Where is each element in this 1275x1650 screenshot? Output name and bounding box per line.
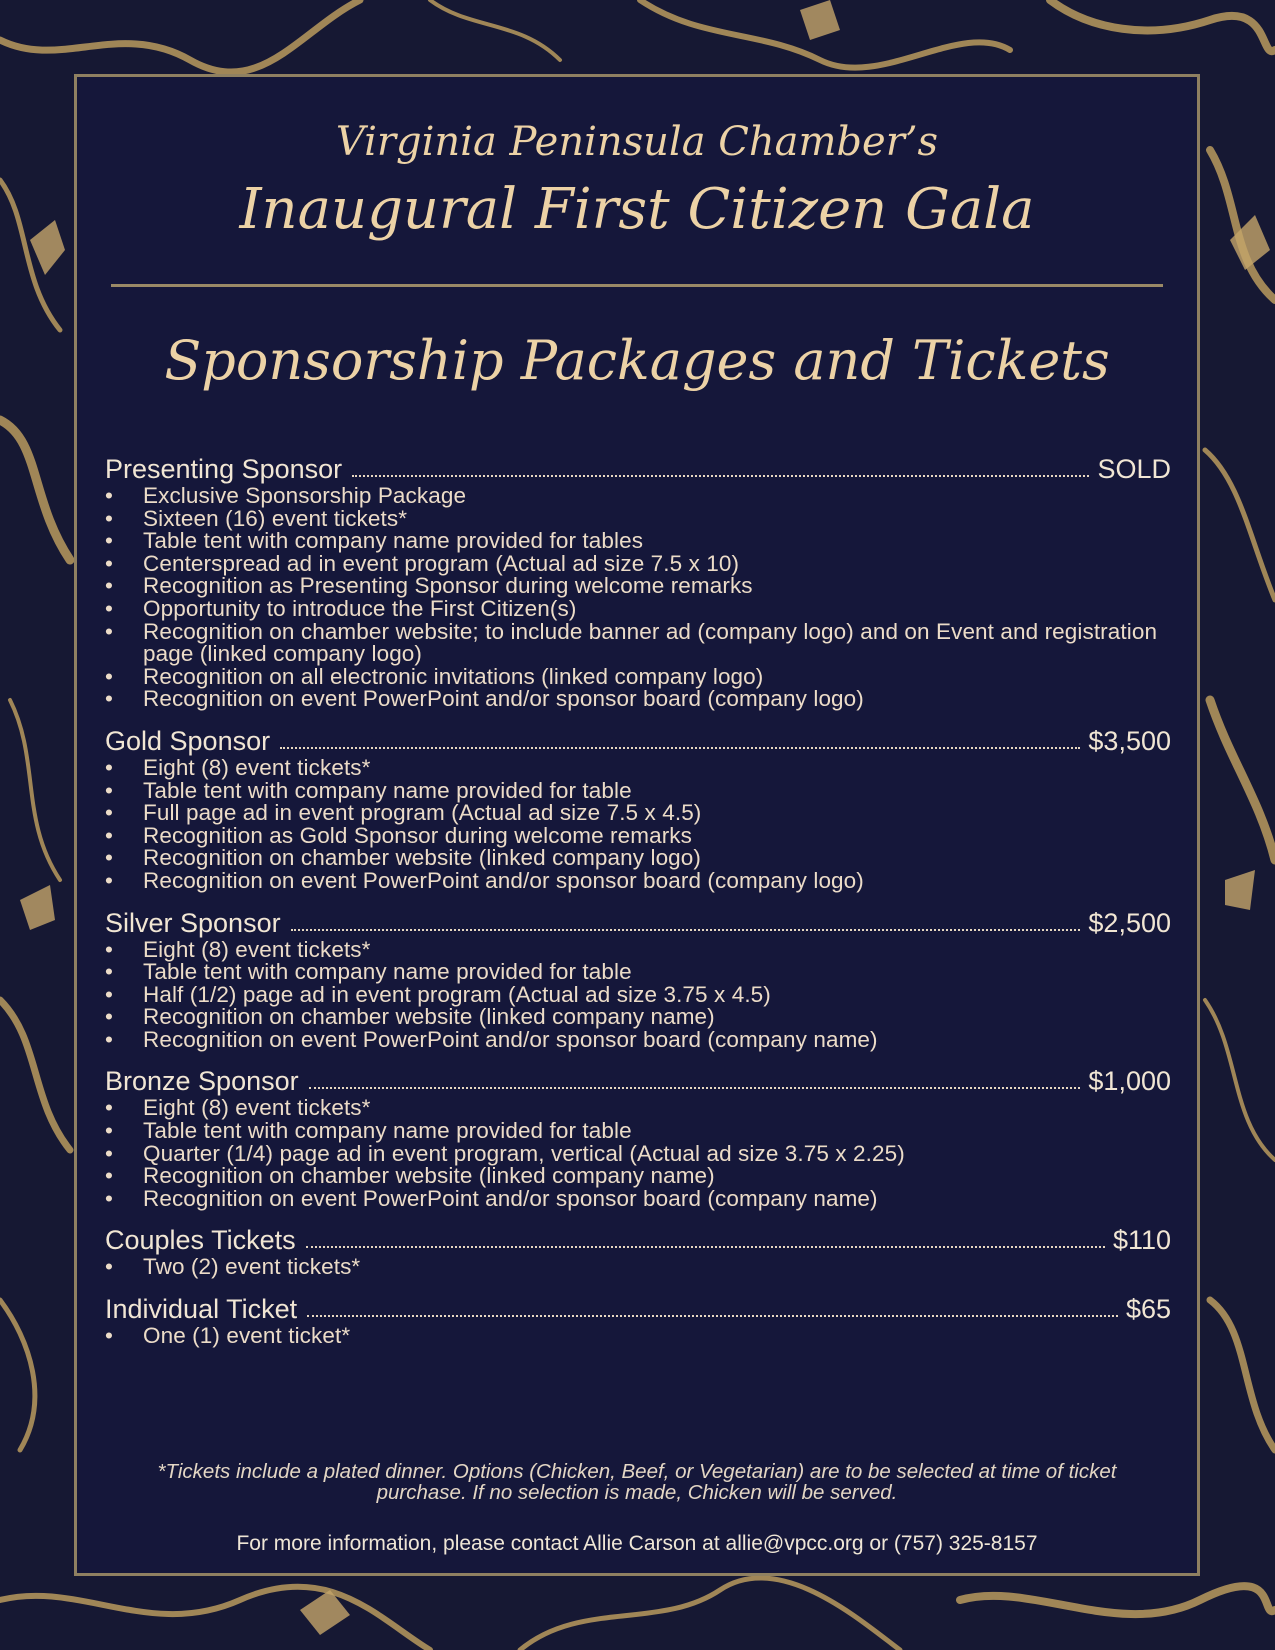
dot-leader bbox=[291, 929, 1081, 931]
benefit-item: • Recognition on event PowerPoint and/or sponsor board (company name) bbox=[105, 1188, 1171, 1211]
dot-leader bbox=[309, 1087, 1081, 1089]
dot-leader bbox=[306, 1246, 1105, 1248]
benefit-item: • Recognition on chamber website (linked company name) bbox=[105, 1006, 1171, 1029]
benefit-list bbox=[105, 936, 1171, 1052]
package-header bbox=[105, 1063, 1171, 1097]
package-presenting bbox=[105, 451, 1171, 711]
benefit-list bbox=[105, 1256, 1171, 1279]
section-title: Sponsorship Packages and Tickets bbox=[164, 329, 1110, 392]
package-name: Silver Sponsor bbox=[105, 907, 281, 938]
ticket-footnote: *Tickets include a plated dinner. Options (Chicken, Beef, or Vegetarian) are to be selected at time of ticket purchase. If no selection is made, Chicken will be served. bbox=[157, 1459, 1117, 1504]
package-header bbox=[105, 451, 1171, 485]
package-name: Bronze Sponsor bbox=[105, 1066, 299, 1097]
package-price: $65 bbox=[1125, 1294, 1171, 1325]
benefit-item: • Opportunity to introduce the First Citizen(s) bbox=[105, 598, 1171, 621]
package-price: SOLD bbox=[1097, 454, 1171, 484]
package-name: Couples Tickets bbox=[105, 1225, 296, 1256]
benefit-item: • Recognition on event PowerPoint and/or sponsor board (company logo) bbox=[105, 688, 1171, 711]
benefit-item: • Recognition on chamber website (linked company logo) bbox=[105, 847, 1171, 870]
benefit-item: • One (1) event ticket* bbox=[105, 1325, 1171, 1348]
package-header bbox=[105, 1291, 1171, 1325]
benefit-item: • Table tent with company name provided for table bbox=[105, 780, 1171, 803]
benefit-item: • Recognition on chamber website; to include banner ad (company logo) and on Event and registration page (linked company logo) bbox=[105, 621, 1171, 666]
package-price: $110 bbox=[1112, 1225, 1171, 1256]
benefit-item: • Eight (8) event tickets* bbox=[105, 939, 1171, 962]
package-header bbox=[105, 1222, 1171, 1256]
dot-leader bbox=[307, 1315, 1118, 1317]
contact-info: For more information, please contact Allie Carson at allie@vpcc.org or (757) 325-8157 bbox=[236, 1532, 1038, 1555]
benefit-item: • Recognition on all electronic invitations (linked company logo) bbox=[105, 666, 1171, 689]
package-list bbox=[105, 451, 1171, 1360]
benefit-list bbox=[105, 1097, 1171, 1210]
benefit-item: • Eight (8) event tickets* bbox=[105, 757, 1171, 780]
benefit-list bbox=[105, 485, 1171, 711]
package-bronze bbox=[105, 1063, 1171, 1210]
benefit-item: • Recognition on event PowerPoint and/or sponsor board (company name) bbox=[105, 1029, 1171, 1052]
package-name: Presenting Sponsor bbox=[105, 454, 343, 484]
benefit-item: • Recognition as Gold Sponsor during welcome remarks bbox=[105, 825, 1171, 848]
benefit-item: • Table tent with company name provided for table bbox=[105, 961, 1171, 984]
package-price: $2,500 bbox=[1088, 907, 1171, 938]
dot-leader bbox=[280, 747, 1080, 749]
benefit-item: • Eight (8) event tickets* bbox=[105, 1097, 1171, 1120]
benefit-item: • Half (1/2) page ad in event program (Actual ad size 3.75 x 4.5) bbox=[105, 984, 1171, 1007]
benefit-item: • Recognition as Presenting Sponsor during welcome remarks bbox=[105, 575, 1171, 598]
benefit-item: • Recognition on event PowerPoint and/or sponsor board (company logo) bbox=[105, 870, 1171, 893]
package-price: $1,000 bbox=[1088, 1066, 1171, 1097]
benefit-item: • Sixteen (16) event tickets* bbox=[105, 508, 1171, 531]
benefit-item: • Table tent with company name provided for table bbox=[105, 1120, 1171, 1143]
package-name: Gold Sponsor bbox=[105, 725, 271, 756]
event-title: Inaugural First Citizen Gala bbox=[239, 177, 1035, 242]
benefit-list bbox=[105, 754, 1171, 893]
benefit-item: • Centerspread ad in event program (Actual ad size 7.5 x 10) bbox=[105, 553, 1171, 576]
package-price: $3,500 bbox=[1088, 725, 1171, 756]
package-header bbox=[105, 905, 1171, 939]
package-gold bbox=[105, 723, 1171, 893]
package-couples bbox=[105, 1222, 1171, 1279]
benefit-list bbox=[105, 1325, 1171, 1348]
content-panel bbox=[74, 74, 1200, 1576]
package-individual bbox=[105, 1291, 1171, 1348]
package-header bbox=[105, 723, 1171, 757]
benefit-item: • Table tent with company name provided for tables bbox=[105, 530, 1171, 553]
organizer-title: Virginia Peninsula Chamber’s bbox=[335, 119, 939, 165]
benefit-item: • Two (2) event tickets* bbox=[105, 1256, 1171, 1279]
title-divider bbox=[111, 284, 1163, 287]
package-name: Individual Ticket bbox=[105, 1294, 298, 1325]
package-silver bbox=[105, 905, 1171, 1052]
dot-leader bbox=[352, 475, 1089, 477]
benefit-item: • Exclusive Sponsorship Package bbox=[105, 485, 1171, 508]
benefit-item: • Full page ad in event program (Actual ad size 7.5 x 4.5) bbox=[105, 802, 1171, 825]
benefit-item: • Quarter (1/4) page ad in event program, vertical (Actual ad size 3.75 x 2.25) bbox=[105, 1143, 1171, 1166]
benefit-item: • Recognition on chamber website (linked company name) bbox=[105, 1165, 1171, 1188]
